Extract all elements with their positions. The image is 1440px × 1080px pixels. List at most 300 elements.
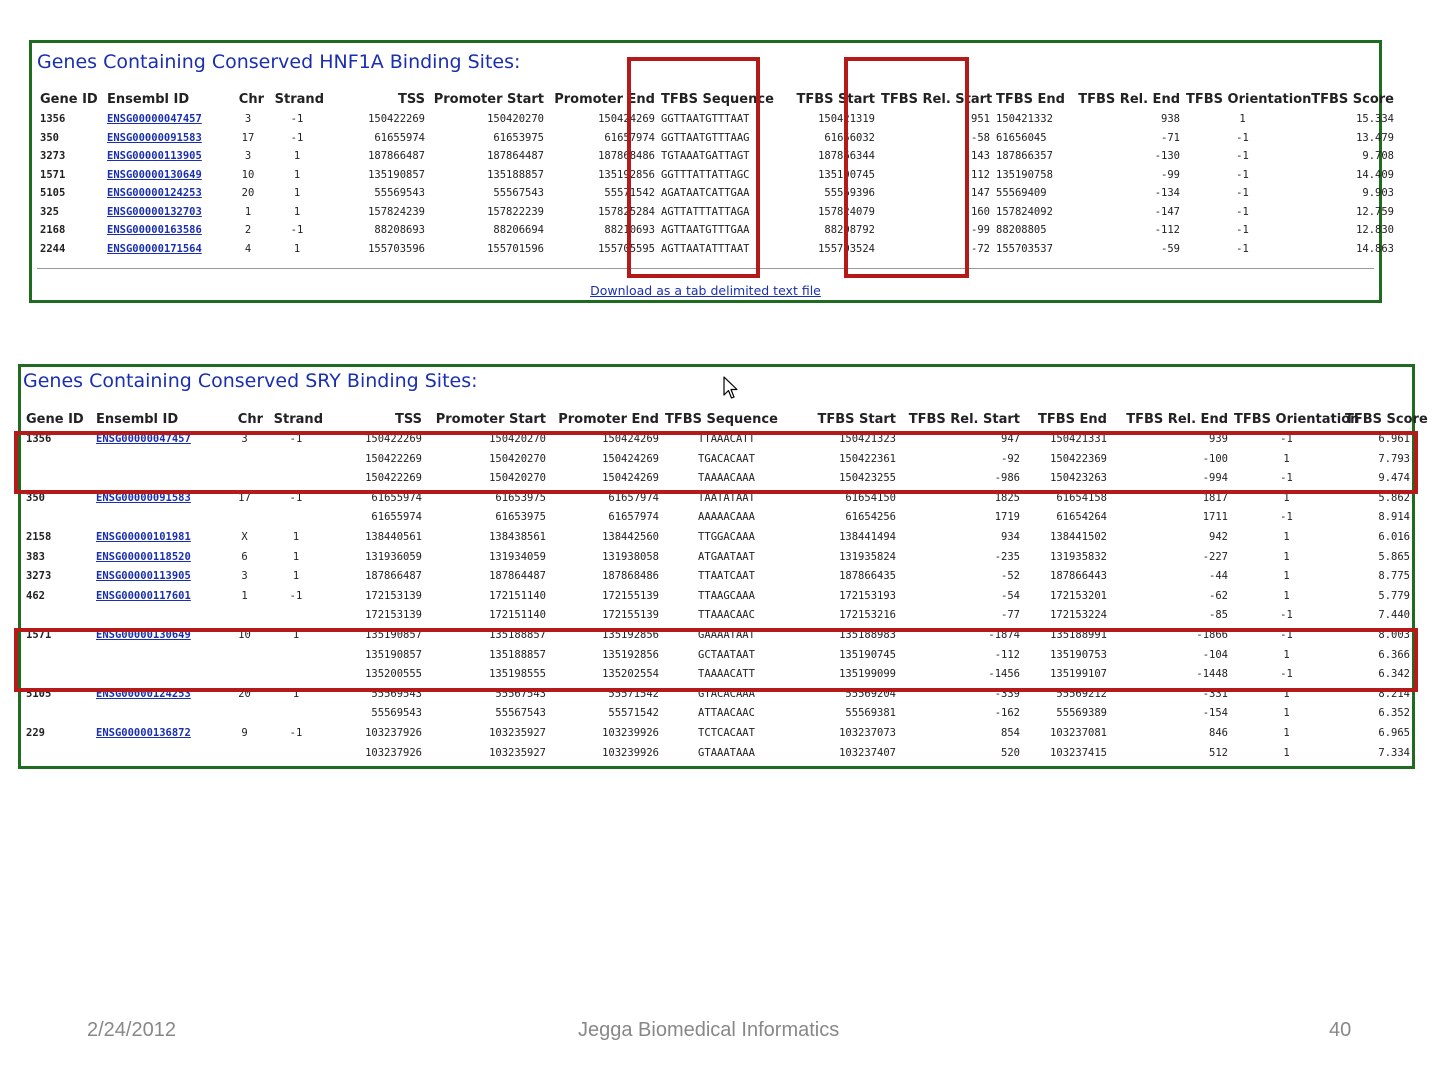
ensembl-id-link[interactable]: ENSG00000132703 xyxy=(107,205,202,218)
column-header: Strand xyxy=(273,412,323,427)
table-cell: TTAAGCAAA xyxy=(698,589,755,602)
gene-id-cell: 1571 xyxy=(26,628,52,641)
table-cell: 14.863 xyxy=(1356,242,1394,255)
table-row xyxy=(23,626,1413,646)
table-cell: 17 xyxy=(241,131,255,144)
table-cell: 55569212 xyxy=(1056,687,1107,700)
table-cell: 55569204 xyxy=(845,687,896,700)
table-cell: 103239926 xyxy=(602,746,659,759)
table-cell: 61654158 xyxy=(1056,491,1107,504)
download-tab-delimited-link[interactable]: Download as a tab delimited text file xyxy=(590,283,821,298)
table-cell: GAAAATAAT xyxy=(698,628,755,641)
gene-id-cell: 1356 xyxy=(26,433,52,445)
table-cell: 3 xyxy=(244,113,252,125)
table-cell: 55569543 xyxy=(371,687,422,700)
gene-id-cell xyxy=(23,508,93,528)
table-cell: -1 xyxy=(1236,242,1249,255)
ensembl-id-cell xyxy=(93,626,223,646)
table-row xyxy=(23,548,1413,568)
table-cell: -162 xyxy=(994,707,1020,720)
table-cell: GGTTAATGTTTAAT xyxy=(661,113,750,125)
table-row xyxy=(37,184,1397,203)
table-cell: 88206694 xyxy=(493,224,544,236)
table-cell: -112 xyxy=(994,648,1020,661)
table-cell: -52 xyxy=(1001,570,1020,583)
table-cell: -331 xyxy=(1202,687,1228,700)
table-cell: 1 xyxy=(1283,530,1290,543)
table-cell: 135188983 xyxy=(839,628,896,641)
table-cell: -62 xyxy=(1209,589,1228,602)
table-cell: TTGGACAAA xyxy=(698,530,755,543)
table-cell: 520 xyxy=(1001,746,1020,759)
table-cell: 131934059 xyxy=(489,550,546,563)
table-cell: 131936059 xyxy=(365,550,422,563)
table-cell xyxy=(266,665,326,685)
table-cell: 938 xyxy=(1161,113,1180,125)
ensembl-id-cell xyxy=(104,203,229,222)
table-cell: 15.334 xyxy=(1356,113,1394,125)
table-cell: 103239926 xyxy=(602,726,659,739)
gene-id-cell: 2244 xyxy=(40,242,66,255)
ensembl-id-link[interactable]: ENSG00000124253 xyxy=(107,187,202,199)
table-cell: 135192856 xyxy=(602,628,659,641)
table-row xyxy=(23,508,1413,528)
table-cell: 135198555 xyxy=(489,668,546,681)
table-cell xyxy=(223,744,266,764)
table-cell: 135188857 xyxy=(489,628,546,641)
table-row xyxy=(23,489,1413,509)
table-cell xyxy=(223,450,266,470)
table-cell: 187866357 xyxy=(996,150,1053,162)
table-cell: 6 xyxy=(241,550,248,563)
ensembl-id-cell xyxy=(104,240,229,259)
table-cell: 61657974 xyxy=(608,491,659,504)
table-cell: 135199099 xyxy=(839,668,896,681)
ensembl-id-link[interactable]: ENSG00000130649 xyxy=(107,168,202,181)
table-cell: -1448 xyxy=(1196,668,1228,681)
table-cell: 7.440 xyxy=(1378,609,1410,622)
table-cell: 150421323 xyxy=(839,433,896,445)
table-cell: 157824092 xyxy=(996,205,1053,218)
ensembl-id-cell xyxy=(93,430,223,450)
ensembl-id-link[interactable]: ENSG00000047457 xyxy=(107,113,202,125)
table-cell: 150424269 xyxy=(602,472,659,485)
table-cell: -160 xyxy=(964,205,990,218)
table-cell: 131935832 xyxy=(1050,550,1107,563)
table-cell xyxy=(223,665,266,685)
column-header: TFBS Sequence xyxy=(665,412,778,427)
table-cell: 187864487 xyxy=(487,150,544,162)
gene-id-cell: 462 xyxy=(26,589,45,602)
table-cell: AGATAATCATTGAA xyxy=(661,187,750,199)
table-cell xyxy=(266,606,326,626)
ensembl-id-cell xyxy=(93,508,223,528)
column-header: TFBS Start xyxy=(796,92,875,107)
ensembl-id-link[interactable]: ENSG00000101981 xyxy=(96,530,191,543)
column-header: Promoter End xyxy=(554,92,655,107)
table-cell: 172151140 xyxy=(489,589,546,602)
table-cell: 13.479 xyxy=(1356,131,1394,144)
table-cell: -58 xyxy=(971,131,990,144)
table-cell: 1 xyxy=(1283,726,1290,739)
table-cell: 55567543 xyxy=(495,707,546,720)
table-cell: 1 xyxy=(293,205,301,218)
table-cell: -1 xyxy=(1236,224,1249,236)
table-cell: 6.961 xyxy=(1378,433,1410,445)
table-cell: -59 xyxy=(1161,242,1180,255)
table-cell: 55567543 xyxy=(493,187,544,199)
table-cell: 187866487 xyxy=(368,150,425,162)
table-row xyxy=(23,606,1413,626)
table-cell xyxy=(266,450,326,470)
table-cell: 61653975 xyxy=(493,131,544,144)
table-cell: 5.862 xyxy=(1378,491,1410,504)
table-cell: 947 xyxy=(1001,433,1020,445)
ensembl-id-cell xyxy=(104,166,229,185)
ensembl-id-cell xyxy=(104,221,229,240)
table-cell: GTAAATAAA xyxy=(698,746,755,759)
table-cell: 6.342 xyxy=(1378,668,1410,681)
table-cell: 10 xyxy=(238,628,251,641)
table-cell: 155703596 xyxy=(368,242,425,255)
table-cell: 942 xyxy=(1209,530,1228,543)
ensembl-id-link[interactable]: ENSG00000163586 xyxy=(107,224,202,236)
table-cell: 3 xyxy=(244,150,252,162)
table-cell: 150422269 xyxy=(368,113,425,125)
table-cell xyxy=(266,469,326,489)
hnf1a-table xyxy=(37,91,1397,258)
table-row xyxy=(37,221,1397,240)
table-cell: GGTTTATTATTAGC xyxy=(661,168,750,181)
ensembl-id-link[interactable]: ENSG00000118520 xyxy=(96,550,191,563)
table-cell: 131935824 xyxy=(839,550,896,563)
table-row xyxy=(37,203,1397,222)
table-cell: 135202554 xyxy=(602,668,659,681)
table-cell: 157824079 xyxy=(818,205,875,218)
gene-id-cell: 2168 xyxy=(40,224,66,236)
column-header: TFBS Start xyxy=(817,412,896,427)
table-cell: -112 xyxy=(1154,224,1180,236)
table-cell: 55569543 xyxy=(374,187,425,199)
table-cell: 1825 xyxy=(994,491,1020,504)
footer-center-text: Jegga Biomedical Informatics xyxy=(578,1019,840,1041)
ensembl-id-cell xyxy=(93,704,223,724)
table-cell: -986 xyxy=(994,472,1020,485)
table-cell: 20 xyxy=(241,187,255,199)
table-cell: AGTTAATATTTAAT xyxy=(661,242,750,255)
table-cell: -1456 xyxy=(988,668,1020,681)
table-cell: 61654256 xyxy=(845,511,896,524)
table-cell: 854 xyxy=(1001,726,1020,739)
table-cell: 150420270 xyxy=(489,452,546,465)
table-cell: 1711 xyxy=(1202,511,1228,524)
ensembl-id-link[interactable]: ENSG00000047457 xyxy=(96,433,191,445)
gene-id-cell xyxy=(23,450,93,470)
table-cell: GGTTAATGTTTAAG xyxy=(661,131,750,144)
table-row xyxy=(23,469,1413,489)
table-row xyxy=(37,129,1397,148)
table-cell: 934 xyxy=(1001,530,1020,543)
table-cell: 1 xyxy=(1283,452,1290,465)
table-row xyxy=(23,450,1413,470)
table-cell: 1 xyxy=(1283,550,1290,563)
column-header: TFBS Rel. Start xyxy=(908,412,1020,427)
table-cell: 7.793 xyxy=(1378,452,1410,465)
table-cell: 138441502 xyxy=(1050,530,1107,543)
column-header: Gene ID xyxy=(40,92,98,107)
ensembl-id-link[interactable]: ENSG00000113905 xyxy=(107,150,202,162)
table-cell: 187866487 xyxy=(365,570,422,583)
ensembl-id-link[interactable]: ENSG00000124253 xyxy=(96,687,191,700)
ensembl-id-link[interactable]: ENSG00000091583 xyxy=(107,131,202,144)
table-cell: 150421319 xyxy=(818,113,875,125)
table-cell: TTAATCAAT xyxy=(698,570,755,583)
table-cell: 55569543 xyxy=(371,707,422,720)
table-cell: -154 xyxy=(1202,707,1228,720)
table-cell: 9 xyxy=(241,726,248,739)
table-cell: 61654264 xyxy=(1056,511,1107,524)
table-cell: -1 xyxy=(289,433,303,445)
table-cell: -235 xyxy=(994,550,1020,563)
table-cell: -1 xyxy=(289,726,303,739)
ensembl-id-link[interactable]: ENSG00000171564 xyxy=(107,242,202,255)
table-cell: 951 xyxy=(971,113,990,125)
ensembl-id-cell xyxy=(93,528,223,548)
table-cell: TAATATAAT xyxy=(698,491,755,504)
table-cell: 103237415 xyxy=(1050,746,1107,759)
gene-id-cell: 3273 xyxy=(40,150,66,162)
ensembl-id-link[interactable]: ENSG00000113905 xyxy=(96,570,191,583)
table-cell: 8.775 xyxy=(1378,570,1410,583)
table-cell: -1 xyxy=(1236,168,1249,181)
table-cell xyxy=(223,469,266,489)
table-cell: -72 xyxy=(971,242,990,255)
table-cell: 1 xyxy=(292,550,300,563)
table-cell: -1 xyxy=(1280,609,1293,622)
table-cell: 103237926 xyxy=(365,746,422,759)
ensembl-id-link[interactable]: ENSG00000130649 xyxy=(96,628,191,641)
table-cell: -1 xyxy=(1280,628,1293,641)
table-cell xyxy=(223,704,266,724)
gene-id-cell: 5105 xyxy=(26,687,52,700)
table-cell: 135199107 xyxy=(1050,668,1107,681)
table-cell: 61653975 xyxy=(495,491,546,504)
table-cell: 1 xyxy=(1283,707,1290,720)
gene-id-cell: 350 xyxy=(40,131,59,144)
table-cell: 10 xyxy=(241,168,255,181)
column-header: TFBS Rel. End xyxy=(1126,412,1228,427)
table-cell: 61656032 xyxy=(824,131,875,144)
column-header: Promoter Start xyxy=(433,92,544,107)
table-cell: 12.830 xyxy=(1356,224,1394,236)
gene-id-cell xyxy=(23,646,93,666)
ensembl-id-cell xyxy=(104,184,229,203)
table-cell: -1 xyxy=(1280,472,1293,485)
ensembl-id-cell xyxy=(93,469,223,489)
table-cell: -1 xyxy=(1236,131,1249,144)
table-cell xyxy=(266,704,326,724)
table-cell: 135190758 xyxy=(996,168,1053,181)
table-cell: 138438561 xyxy=(489,530,546,543)
table-cell: 1 xyxy=(1283,589,1290,602)
table-cell: 8.003 xyxy=(1378,628,1410,641)
table-cell xyxy=(266,646,326,666)
table-cell: 88210693 xyxy=(604,224,655,236)
table-cell: 138441494 xyxy=(839,530,896,543)
table-cell: GTACACAAA xyxy=(698,687,755,700)
table-cell: -99 xyxy=(971,224,990,236)
gene-id-cell: 350 xyxy=(26,491,45,504)
ensembl-id-link[interactable]: ENSG00000117601 xyxy=(96,589,191,602)
table-cell: 135190857 xyxy=(368,168,425,181)
table-cell: 172153139 xyxy=(365,609,422,622)
hnf1a-header-row xyxy=(37,91,1397,110)
table-cell: 9.903 xyxy=(1362,187,1394,199)
table-cell: 1 xyxy=(293,150,301,162)
table-cell: 150423255 xyxy=(839,472,896,485)
table-cell: 155703524 xyxy=(818,242,875,255)
table-row xyxy=(23,567,1413,587)
table-cell: 9.708 xyxy=(1362,150,1394,162)
ensembl-id-cell xyxy=(93,685,223,705)
table-cell: 135188857 xyxy=(487,168,544,181)
table-cell: 1 xyxy=(292,628,300,641)
table-cell: 17 xyxy=(238,491,251,504)
table-cell: 155703537 xyxy=(996,242,1053,255)
table-cell: 150422269 xyxy=(365,452,422,465)
table-cell: 157825284 xyxy=(598,205,655,218)
table-cell: 172153216 xyxy=(839,609,896,622)
table-cell: -1 xyxy=(290,113,304,125)
table-cell xyxy=(266,744,326,764)
table-cell: 1817 xyxy=(1202,491,1228,504)
gene-id-cell: 1356 xyxy=(40,113,66,125)
table-cell: TAAAACATT xyxy=(698,668,755,681)
table-row xyxy=(23,665,1413,685)
table-cell: 150422361 xyxy=(839,452,896,465)
table-cell: 939 xyxy=(1209,433,1228,445)
table-cell: -1 xyxy=(1280,511,1293,524)
table-cell: 103237073 xyxy=(839,726,896,739)
table-row xyxy=(23,724,1413,744)
table-cell: 6.016 xyxy=(1378,530,1410,543)
sry-table xyxy=(23,411,1428,763)
table-cell: 155701596 xyxy=(487,242,544,255)
footer-date: 2/24/2012 xyxy=(87,1019,176,1041)
table-row xyxy=(23,744,1413,764)
table-cell: 150421331 xyxy=(1050,433,1107,445)
table-row xyxy=(37,147,1397,166)
gene-id-cell: 2158 xyxy=(26,530,52,543)
table-cell: 55571542 xyxy=(608,687,659,700)
table-cell: 1 xyxy=(293,187,301,199)
table-cell: 1 xyxy=(292,530,300,543)
table-cell: 172155139 xyxy=(602,609,659,622)
table-cell: -1866 xyxy=(1196,628,1228,641)
table-cell: 1719 xyxy=(994,511,1020,524)
table-row xyxy=(23,430,1413,450)
table-cell: 157824239 xyxy=(368,205,425,218)
table-cell: -1874 xyxy=(988,628,1020,641)
table-cell: -104 xyxy=(1202,648,1228,661)
gene-id-cell: 5105 xyxy=(40,187,66,199)
column-header: Chr xyxy=(237,412,263,427)
table-cell: 55571542 xyxy=(604,187,655,199)
table-cell: -227 xyxy=(1202,550,1228,563)
column-header: TFBS Orientation xyxy=(1186,92,1312,107)
table-cell: AGTTAATGTTTGAA xyxy=(661,224,750,236)
table-cell: -134 xyxy=(1154,187,1180,199)
ensembl-id-cell xyxy=(104,110,229,129)
table-cell: 6.965 xyxy=(1378,726,1410,739)
table-cell: 103237926 xyxy=(365,726,422,739)
column-header: TSS xyxy=(394,412,422,427)
table-cell: -1 xyxy=(1280,433,1293,445)
table-cell: 157822239 xyxy=(487,205,544,218)
column-header: Promoter Start xyxy=(435,412,546,427)
table-cell: 55569389 xyxy=(1056,707,1107,720)
table-cell: 3 xyxy=(241,570,248,583)
table-cell: ATGAATAAT xyxy=(698,550,755,563)
table-cell: 61656045 xyxy=(996,131,1047,144)
table-cell: 1 xyxy=(1283,491,1290,504)
table-cell xyxy=(223,646,266,666)
table-cell: TTAAACATT xyxy=(698,433,755,445)
table-cell: 187866443 xyxy=(1050,570,1107,583)
table-cell: 88208792 xyxy=(824,224,875,236)
table-cell: 187864487 xyxy=(489,570,546,583)
table-cell: -100 xyxy=(1202,452,1228,465)
table-cell: 155705595 xyxy=(598,242,655,255)
table-cell: 150421332 xyxy=(996,113,1053,125)
table-cell: 88208693 xyxy=(374,224,425,236)
table-cell: 135192856 xyxy=(602,648,659,661)
table-cell: -1 xyxy=(289,491,303,504)
table-cell: 150422269 xyxy=(365,472,422,485)
table-cell: 3 xyxy=(241,433,248,445)
table-cell: 172151140 xyxy=(489,609,546,622)
table-cell: -1 xyxy=(1236,150,1249,162)
table-cell: 135190857 xyxy=(365,628,422,641)
table-cell: TCTCACAAT xyxy=(698,726,755,739)
table-row xyxy=(23,587,1413,607)
table-cell: -54 xyxy=(1001,589,1020,602)
table-cell: 55569409 xyxy=(996,187,1047,199)
table-cell: -1 xyxy=(290,131,304,144)
table-cell: 150420270 xyxy=(487,113,544,125)
table-cell: 172155139 xyxy=(602,589,659,602)
table-cell: -112 xyxy=(964,168,990,181)
table-cell: 135192856 xyxy=(598,168,655,181)
column-header: Ensembl ID xyxy=(107,92,190,107)
table-cell: 4 xyxy=(244,242,252,255)
table-cell: -99 xyxy=(1161,168,1180,181)
gene-id-cell xyxy=(23,469,93,489)
table-cell: TAAAACAAA xyxy=(698,472,755,485)
table-cell: -147 xyxy=(964,187,990,199)
table-cell: 1 xyxy=(1283,746,1290,759)
table-cell: 103235927 xyxy=(489,746,546,759)
ensembl-id-link[interactable]: ENSG00000136872 xyxy=(96,726,191,739)
ensembl-id-link[interactable]: ENSG00000091583 xyxy=(96,491,191,504)
table-cell: AGTTATTTATTAGA xyxy=(661,205,750,218)
table-cell: 8.914 xyxy=(1378,511,1410,524)
sry-panel-title: Genes Containing Conserved SRY Binding Sites: xyxy=(23,370,478,392)
ensembl-id-cell xyxy=(93,665,223,685)
table-cell: 103235927 xyxy=(489,726,546,739)
table-cell: 9.474 xyxy=(1378,472,1410,485)
table-cell: 1 xyxy=(292,570,300,583)
